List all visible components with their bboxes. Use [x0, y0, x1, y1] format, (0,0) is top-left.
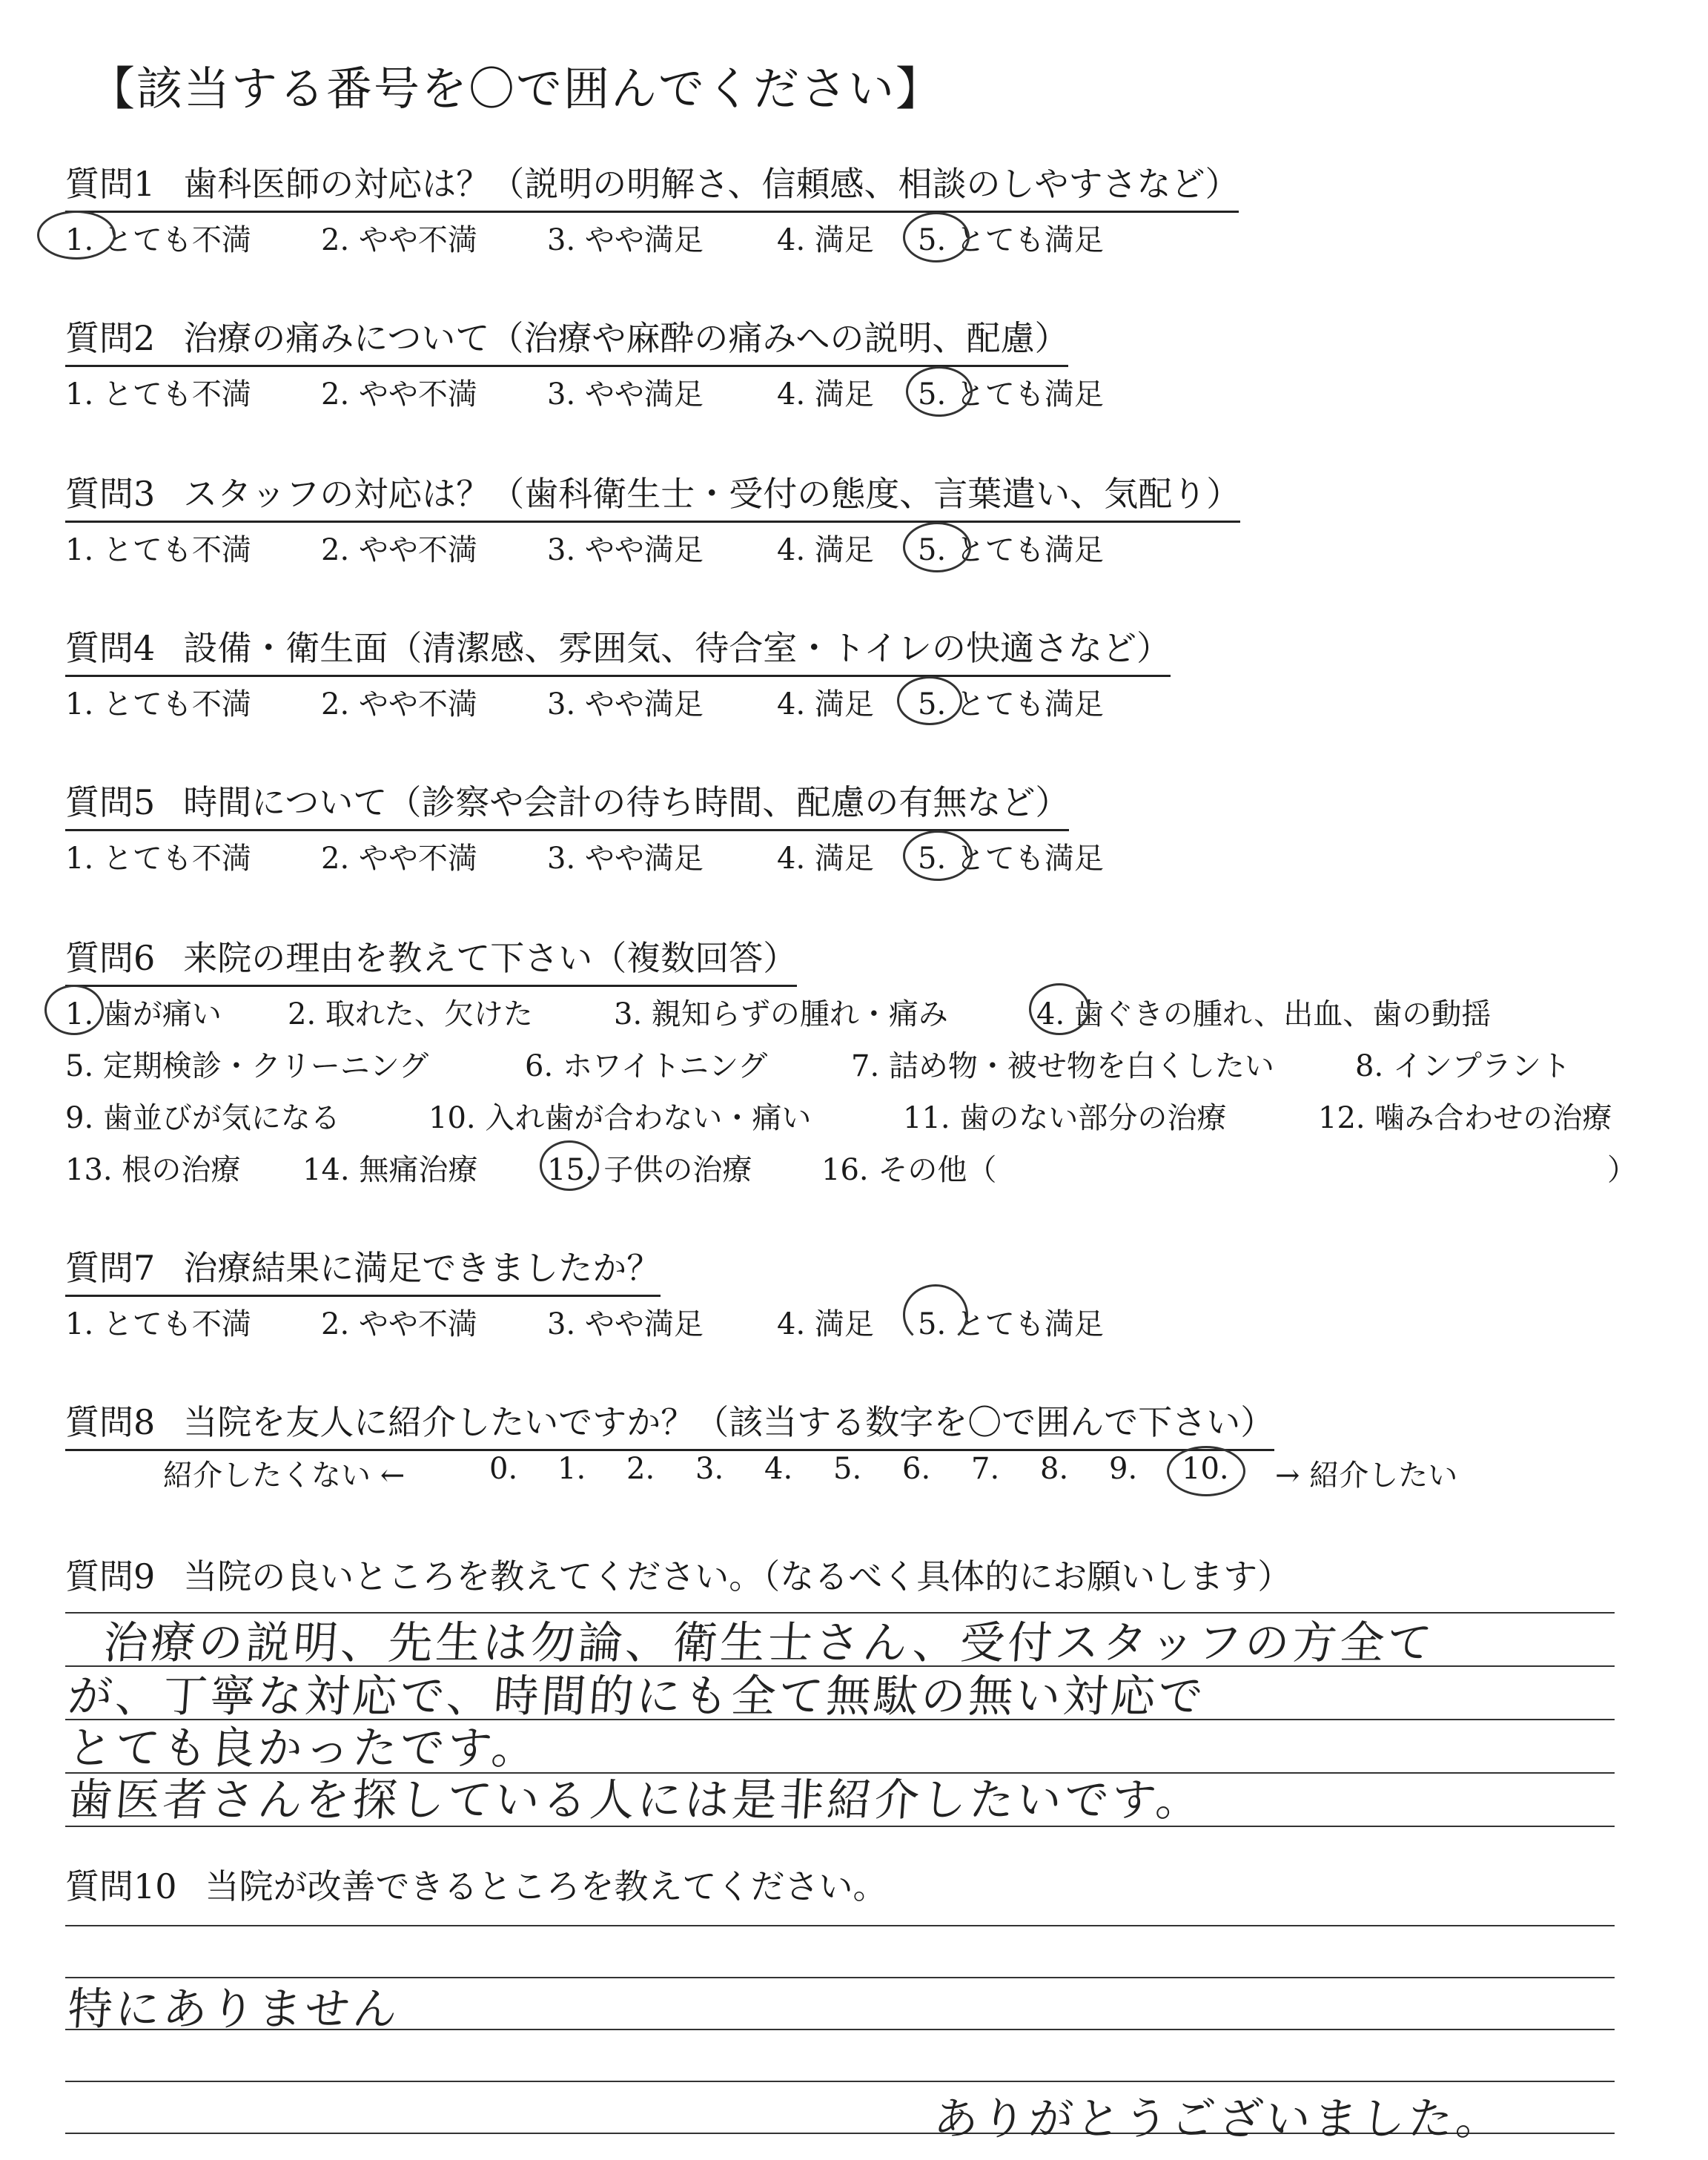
question-8-header	[65, 1396, 1274, 1451]
option-2[interactable]: 2. やや不満	[321, 687, 477, 721]
reason-option[interactable]: 10. 入れ歯が合わない・痛い	[428, 1101, 812, 1135]
question-2-text: 治療の痛みについて（治療や麻酔の痛みへの説明、配慮）	[183, 318, 1069, 358]
option-3[interactable]: 3. やや満足	[547, 1307, 704, 1341]
reason-option[interactable]: 9. 歯並びが気になる	[65, 1101, 340, 1135]
option-2[interactable]: 2. やや不満	[321, 533, 477, 567]
question-8-text: 当院を友人に紹介したいですか？（該当する数字を〇で囲んで下さい）	[183, 1402, 1275, 1442]
answer-circle-q6-1	[44, 985, 104, 1035]
question-3-number: 質問3	[65, 474, 156, 514]
scale-9[interactable]: 9.	[1109, 1452, 1138, 1486]
option-4[interactable]: 4. 満足	[777, 377, 874, 412]
option-2[interactable]: 2. やや不満	[321, 842, 477, 876]
option-3[interactable]: 3. やや満足	[547, 687, 704, 721]
answer-circle-q8-10	[1167, 1446, 1245, 1496]
reason-option[interactable]: 6. ホワイトニング	[525, 1049, 768, 1083]
reason-option[interactable]: 14. 無痛治療	[302, 1153, 478, 1187]
answer-circle-q1-5	[903, 212, 970, 262]
option-4[interactable]: 4. 満足	[777, 842, 874, 876]
scale-7[interactable]: 7.	[971, 1452, 1000, 1486]
recommend-left-label: 紹介したくない ←	[163, 1459, 406, 1493]
option-2[interactable]: 2. やや不満	[321, 377, 477, 412]
scale-10[interactable]: 10.	[1182, 1452, 1229, 1486]
closing-thanks: ありがとうございました。	[932, 2093, 1506, 2145]
option-5[interactable]: 5. とても満足	[918, 687, 1104, 721]
scale-4[interactable]: 4.	[764, 1452, 793, 1486]
reason-option[interactable]: 3. 親知らずの腫れ・痛み	[614, 997, 948, 1031]
option-5[interactable]: 5. とても満足	[918, 377, 1104, 412]
reason-option[interactable]: 1. 歯が痛い	[65, 997, 222, 1031]
option-1[interactable]: 1. とても不満	[65, 533, 251, 567]
option-5[interactable]: 5. とても満足	[918, 842, 1104, 876]
reason-option[interactable]: 11. 歯のない部分の治療	[903, 1101, 1227, 1135]
q9-answer-line-2: が、丁寧な対応で、時間的にも全て無駄の無い対応で	[66, 1671, 1208, 1723]
question-7-text: 治療結果に満足できましたか？	[183, 1248, 661, 1288]
option-3[interactable]: 3. やや満足	[547, 533, 704, 567]
q10-answer: 特にありません	[66, 1984, 403, 2035]
option-1[interactable]: 1. とても不満	[65, 687, 251, 721]
question-7-number: 質問7	[65, 1248, 156, 1288]
question-3-header	[65, 467, 1240, 523]
answer-circle-q3-5	[903, 522, 971, 572]
question-6-header	[65, 931, 797, 987]
question-4-header	[65, 621, 1171, 677]
reason-option[interactable]: 4. 歯ぐきの腫れ、出血、歯の動揺	[1036, 997, 1492, 1031]
question-8-number: 質問8	[65, 1402, 156, 1442]
question-10-text: 当院が改善できるところを教えてください。	[205, 1866, 887, 1906]
question-6-number: 質問6	[65, 938, 156, 978]
question-4-text: 設備・衛生面（清潔感、雰囲気、待合室・トイレの快適さなど）	[183, 628, 1171, 668]
option-2[interactable]: 2. やや不満	[321, 223, 477, 257]
answer-rule	[65, 2081, 1615, 2082]
option-4[interactable]: 4. 満足	[777, 533, 874, 567]
answer-rule	[65, 1925, 1615, 1926]
reason-option[interactable]: 5. 定期検診・クリーニング	[65, 1049, 429, 1083]
option-1[interactable]: 1. とても不満	[65, 223, 251, 257]
reason-option[interactable]: 7. 詰め物・被せ物を白くしたい	[851, 1049, 1274, 1083]
reason-option[interactable]: 16. その他（	[821, 1153, 997, 1187]
scale-8[interactable]: 8.	[1040, 1452, 1069, 1486]
reason-option[interactable]: 15. 子供の治療	[547, 1153, 752, 1187]
scale-3[interactable]: 3.	[695, 1452, 724, 1486]
question-9-text: 当院の良いところを教えてください。（なるべく具体的にお願いします）	[183, 1556, 1292, 1596]
option-4[interactable]: 4. 満足	[777, 223, 874, 257]
question-1-number: 質問1	[65, 164, 156, 204]
question-5-header	[65, 776, 1069, 831]
answer-circle-q5-5	[903, 830, 973, 881]
question-9-header	[65, 1550, 1291, 1599]
question-1-header	[65, 157, 1239, 213]
recommend-right-label: → 紹介したい	[1275, 1459, 1458, 1493]
scale-6[interactable]: 6.	[902, 1452, 931, 1486]
answer-circle-q7-5	[903, 1284, 968, 1345]
scale-1[interactable]: 1.	[557, 1452, 586, 1486]
option-3[interactable]: 3. やや満足	[547, 842, 704, 876]
option-1[interactable]: 1. とても不満	[65, 1307, 251, 1341]
option-2[interactable]: 2. やや不満	[321, 1307, 477, 1341]
reason-option[interactable]: 12. 噛み合わせの治療	[1318, 1101, 1612, 1135]
option-1[interactable]: 1. とても不満	[65, 842, 251, 876]
answer-circle-q4-5	[897, 676, 962, 725]
question-5-number: 質問5	[65, 782, 156, 822]
option-1[interactable]: 1. とても不満	[65, 377, 251, 412]
question-5-text: 時間について（診察や会計の待ち時間、配慮の有無など）	[183, 782, 1070, 822]
scale-5[interactable]: 5.	[833, 1452, 862, 1486]
scale-0[interactable]: 0.	[489, 1452, 518, 1486]
option-3[interactable]: 3. やや満足	[547, 223, 704, 257]
reason-option[interactable]: 8. インプラント	[1355, 1049, 1571, 1083]
option-3[interactable]: 3. やや満足	[547, 377, 704, 412]
option-5[interactable]: 5. とても満足	[918, 1307, 1104, 1341]
question-2-number: 質問2	[65, 318, 156, 358]
option-5[interactable]: 5. とても満足	[918, 533, 1104, 567]
option-4[interactable]: 4. 満足	[777, 1307, 874, 1341]
reason-option[interactable]: 13. 根の治療	[65, 1153, 241, 1187]
option-5[interactable]: 5. とても満足	[918, 223, 1104, 257]
page-title: 【該当する番号を〇で囲んでください】	[89, 62, 944, 116]
q9-answer-line-4: 歯医者さんを探している人には是非紹介したいです。	[66, 1774, 1205, 1826]
scale-2[interactable]: 2.	[626, 1452, 655, 1486]
answer-circle-q2-5	[906, 366, 973, 417]
question-3-text: スタッフの対応は？（歯科衛生士・受付の態度、言葉遣い、気配り）	[183, 474, 1241, 514]
question-2-header	[65, 311, 1068, 367]
q9-answer-line-3: とても良かったです。	[66, 1723, 541, 1774]
answer-circle-q1-1	[37, 211, 116, 260]
other-close-paren: ）	[1607, 1153, 1637, 1187]
question-7-header	[65, 1241, 661, 1297]
answer-circle-q6-15	[540, 1140, 599, 1191]
q9-answer-line-1: 治療の説明、先生は勿論、衛生士さん、受付スタッフの方全て	[102, 1617, 1437, 1669]
question-9-number: 質問9	[65, 1556, 156, 1596]
question-4-number: 質問4	[65, 628, 156, 668]
question-1-text: 歯科医師の対応は？（説明の明解さ、信頼感、相談のしやすさなど）	[183, 164, 1239, 204]
option-4[interactable]: 4. 満足	[777, 687, 874, 721]
answer-circle-q6-4	[1029, 983, 1090, 1035]
question-10-header	[65, 1860, 887, 1909]
question-10-number: 質問10	[65, 1866, 177, 1906]
question-6-text: 来院の理由を教えて下さい（複数回答）	[183, 938, 798, 978]
reason-option[interactable]: 2. 取れた、欠けた	[288, 997, 533, 1031]
